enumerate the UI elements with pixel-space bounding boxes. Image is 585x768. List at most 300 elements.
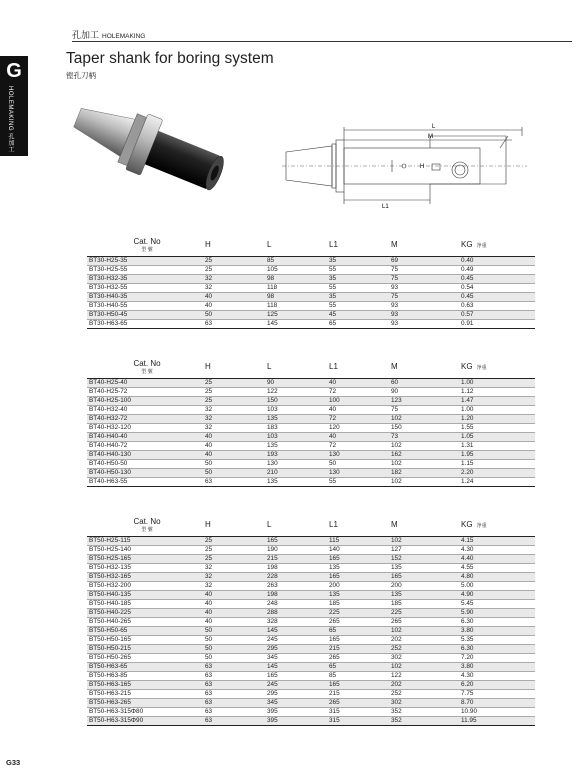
kg-cell: 3.80 xyxy=(461,662,535,671)
table-row xyxy=(87,283,535,292)
l1-cell: 45 xyxy=(329,310,391,319)
l1-heading: L1 xyxy=(329,356,391,378)
cat-no-cell: BT30-H32-55 xyxy=(87,283,205,292)
l1-cell: 55 xyxy=(329,301,391,310)
h-cell: 40 xyxy=(205,599,267,608)
l1-cell: 40 xyxy=(329,405,391,414)
l-cell: 130 xyxy=(267,459,329,468)
l1-cell: 72 xyxy=(329,441,391,450)
cat-no-cell: BT30-H40-55 xyxy=(87,301,205,310)
h-cell: 63 xyxy=(205,680,267,689)
chapter-tab xyxy=(0,56,28,156)
cat-no-cell: BT50-H63-85 xyxy=(87,671,205,680)
chapter-letter: G xyxy=(6,60,22,82)
kg-cell: 7.75 xyxy=(461,689,535,698)
dim-label-m: M xyxy=(428,134,433,140)
kg-cell: 0.40 xyxy=(461,256,535,265)
cat-no-heading-cn: 型 號 xyxy=(141,246,153,253)
cat-no-cell: BT40-H40-40 xyxy=(87,432,205,441)
l-cell: 122 xyxy=(267,387,329,396)
l1-cell: 165 xyxy=(329,635,391,644)
l1-cell: 40 xyxy=(329,432,391,441)
kg-heading-cn: 净重 xyxy=(476,523,487,530)
kg-cell: 5.00 xyxy=(461,581,535,590)
m-cell: 225 xyxy=(391,608,461,617)
table-row xyxy=(87,459,535,468)
l1-cell: 215 xyxy=(329,644,391,653)
m-cell: 102 xyxy=(391,477,461,486)
m-cell: 102 xyxy=(391,414,461,423)
table-row xyxy=(87,387,535,396)
dim-label-l1: L1 xyxy=(382,204,389,210)
h-cell: 32 xyxy=(205,274,267,283)
cat-no-heading-cn: 型 號 xyxy=(141,368,153,375)
table-row xyxy=(87,617,535,626)
l1-cell: 35 xyxy=(329,292,391,301)
l-cell: 198 xyxy=(267,563,329,572)
kg-cell: 1.00 xyxy=(461,405,535,414)
table-row xyxy=(87,626,535,635)
h-cell: 25 xyxy=(205,387,267,396)
l-cell: 295 xyxy=(267,644,329,653)
table-row xyxy=(87,689,535,698)
cat-no-cell: BT50-H25-140 xyxy=(87,545,205,554)
kg-cell: 1.00 xyxy=(461,378,535,387)
h-cell: 50 xyxy=(205,310,267,319)
m-cell: 93 xyxy=(391,283,461,292)
cat-no-cell: BT30-H25-55 xyxy=(87,265,205,274)
h-cell: 50 xyxy=(205,459,267,468)
table-row xyxy=(87,405,535,414)
l-cell: 245 xyxy=(267,680,329,689)
chapter-label xyxy=(6,86,15,153)
m-cell: 185 xyxy=(391,599,461,608)
cat-no-heading: Cat. No xyxy=(133,516,161,526)
m-heading: M xyxy=(391,356,461,378)
h-cell: 40 xyxy=(205,617,267,626)
kg-cell: 4.40 xyxy=(461,554,535,563)
cat-no-cell: BT50-H63-215 xyxy=(87,689,205,698)
h-cell: 25 xyxy=(205,256,267,265)
l1-cell: 55 xyxy=(329,283,391,292)
kg-cell: 11.95 xyxy=(461,716,535,725)
m-cell: 127 xyxy=(391,545,461,554)
kg-heading: KG xyxy=(461,240,473,250)
table-row xyxy=(87,707,535,716)
kg-cell: 1.12 xyxy=(461,387,535,396)
l-cell: 165 xyxy=(267,671,329,680)
l-cell: 98 xyxy=(267,292,329,301)
h-cell: 50 xyxy=(205,644,267,653)
kg-heading: KG xyxy=(461,362,473,372)
l-cell: 193 xyxy=(267,450,329,459)
kg-cell: 6.20 xyxy=(461,680,535,689)
kg-cell: 4.30 xyxy=(461,545,535,554)
cat-no-cell: BT30-H25-35 xyxy=(87,256,205,265)
l-cell: 345 xyxy=(267,653,329,662)
cat-no-cell: BT50-H40-265 xyxy=(87,617,205,626)
l-cell: 228 xyxy=(267,572,329,581)
m-cell: 102 xyxy=(391,441,461,450)
l1-cell: 100 xyxy=(329,396,391,405)
m-cell: 75 xyxy=(391,274,461,283)
cat-no-cell: BT50-H25-165 xyxy=(87,554,205,563)
m-cell: 75 xyxy=(391,405,461,414)
cat-no-cell: BT50-H40-185 xyxy=(87,599,205,608)
h-cell: 63 xyxy=(205,477,267,486)
m-cell: 252 xyxy=(391,689,461,698)
h-cell: 63 xyxy=(205,662,267,671)
kg-cell: 4.15 xyxy=(461,536,535,545)
kg-cell: 0.49 xyxy=(461,265,535,274)
dim-label-l: L xyxy=(432,124,436,130)
m-cell: 135 xyxy=(391,590,461,599)
cat-no-cell: BT40-H40-72 xyxy=(87,441,205,450)
kg-cell: 3.80 xyxy=(461,626,535,635)
kg-cell: 6.30 xyxy=(461,644,535,653)
l1-cell: 130 xyxy=(329,450,391,459)
h-cell: 50 xyxy=(205,468,267,477)
l-cell: 98 xyxy=(267,274,329,283)
table-row xyxy=(87,319,535,328)
l-cell: 118 xyxy=(267,283,329,292)
l-cell: 118 xyxy=(267,301,329,310)
kg-cell: 1.24 xyxy=(461,477,535,486)
m-cell: 302 xyxy=(391,653,461,662)
cat-no-cell: BT40-H40-130 xyxy=(87,450,205,459)
m-cell: 123 xyxy=(391,396,461,405)
table-row xyxy=(87,414,535,423)
cat-no-cell: BT50-H50-215 xyxy=(87,644,205,653)
l-heading: L xyxy=(267,234,329,256)
cat-no-cell: BT30-H63-65 xyxy=(87,319,205,328)
h-cell: 50 xyxy=(205,635,267,644)
l-cell: 190 xyxy=(267,545,329,554)
m-cell: 75 xyxy=(391,265,461,274)
l1-cell: 265 xyxy=(329,617,391,626)
table-row xyxy=(87,635,535,644)
cat-no-cell: BT50-H63-315Φ80 xyxy=(87,707,205,716)
cat-no-cell: BT50-H40-225 xyxy=(87,608,205,617)
h-cell: 32 xyxy=(205,414,267,423)
h-cell: 63 xyxy=(205,689,267,698)
table-header-row xyxy=(87,514,535,536)
kg-cell: 4.80 xyxy=(461,572,535,581)
cat-no-heading: Cat. No xyxy=(133,358,161,368)
m-heading: M xyxy=(391,234,461,256)
cat-no-cell: BT40-H32-40 xyxy=(87,405,205,414)
table-row xyxy=(87,310,535,319)
m-heading: M xyxy=(391,514,461,536)
kg-cell: 1.15 xyxy=(461,459,535,468)
kg-cell: 1.05 xyxy=(461,432,535,441)
h-cell: 50 xyxy=(205,626,267,635)
l-cell: 135 xyxy=(267,414,329,423)
table-row xyxy=(87,396,535,405)
kg-heading-cn: 净重 xyxy=(476,365,487,372)
h-cell: 25 xyxy=(205,265,267,274)
table-row xyxy=(87,450,535,459)
table-row xyxy=(87,671,535,680)
table-row xyxy=(87,716,535,725)
kg-cell: 10.90 xyxy=(461,707,535,716)
h-cell: 63 xyxy=(205,716,267,725)
page-subtitle: 镗孔刀柄 xyxy=(66,71,96,80)
cat-no-cell: BT50-H32-135 xyxy=(87,563,205,572)
m-cell: 182 xyxy=(391,468,461,477)
l-cell: 183 xyxy=(267,423,329,432)
l1-cell: 35 xyxy=(329,256,391,265)
m-cell: 162 xyxy=(391,450,461,459)
l-cell: 85 xyxy=(267,256,329,265)
m-cell: 265 xyxy=(391,617,461,626)
table-row xyxy=(87,545,535,554)
l-cell: 288 xyxy=(267,608,329,617)
l1-cell: 72 xyxy=(329,414,391,423)
l-cell: 165 xyxy=(267,536,329,545)
m-cell: 122 xyxy=(391,671,461,680)
kg-cell: 4.55 xyxy=(461,563,535,572)
table-row xyxy=(87,441,535,450)
h-heading: H xyxy=(205,356,267,378)
h-cell: 63 xyxy=(205,707,267,716)
cat-no-cell: BT50-H32-200 xyxy=(87,581,205,590)
kg-cell: 4.90 xyxy=(461,590,535,599)
h-cell: 40 xyxy=(205,292,267,301)
table-header-row xyxy=(87,356,535,378)
l-heading: L xyxy=(267,356,329,378)
table-row xyxy=(87,662,535,671)
l-cell: 145 xyxy=(267,626,329,635)
m-cell: 73 xyxy=(391,432,461,441)
l-cell: 395 xyxy=(267,707,329,716)
l1-cell: 265 xyxy=(329,653,391,662)
kg-cell: 1.55 xyxy=(461,423,535,432)
kg-cell: 0.91 xyxy=(461,319,535,328)
l1-cell: 215 xyxy=(329,689,391,698)
l-cell: 125 xyxy=(267,310,329,319)
page-title: Taper shank for boring system xyxy=(66,50,274,67)
l1-cell: 135 xyxy=(329,563,391,572)
table-row xyxy=(87,554,535,563)
dim-label-h: H xyxy=(420,164,425,170)
cat-no-cell: BT50-H32-165 xyxy=(87,572,205,581)
m-cell: 152 xyxy=(391,554,461,563)
l1-cell: 315 xyxy=(329,707,391,716)
l1-heading: L1 xyxy=(329,514,391,536)
cat-no-cell: BT40-H32-72 xyxy=(87,414,205,423)
l1-cell: 165 xyxy=(329,572,391,581)
table-row xyxy=(87,274,535,283)
kg-cell: 5.45 xyxy=(461,599,535,608)
spec-table-bt30 xyxy=(87,234,535,329)
cat-no-cell: BT40-H25-72 xyxy=(87,387,205,396)
l-cell: 135 xyxy=(267,441,329,450)
h-cell: 25 xyxy=(205,545,267,554)
m-cell: 202 xyxy=(391,680,461,689)
h-cell: 40 xyxy=(205,608,267,617)
table-row xyxy=(87,644,535,653)
cat-no-cell: BT40-H32-120 xyxy=(87,423,205,432)
m-cell: 165 xyxy=(391,572,461,581)
h-cell: 25 xyxy=(205,554,267,563)
kg-cell: 1.47 xyxy=(461,396,535,405)
l1-cell: 65 xyxy=(329,626,391,635)
table-row xyxy=(87,572,535,581)
kg-cell: 4.30 xyxy=(461,671,535,680)
table-row xyxy=(87,653,535,662)
l-cell: 295 xyxy=(267,689,329,698)
h-cell: 40 xyxy=(205,590,267,599)
kg-cell: 1.20 xyxy=(461,414,535,423)
kg-cell: 0.45 xyxy=(461,292,535,301)
spec-table-bt50 xyxy=(87,514,535,726)
l1-cell: 72 xyxy=(329,387,391,396)
m-cell: 352 xyxy=(391,707,461,716)
h-cell: 25 xyxy=(205,396,267,405)
table-row xyxy=(87,590,535,599)
table-row xyxy=(87,378,535,387)
h-cell: 25 xyxy=(205,378,267,387)
m-cell: 102 xyxy=(391,662,461,671)
l1-cell: 40 xyxy=(329,378,391,387)
l1-cell: 35 xyxy=(329,274,391,283)
m-cell: 302 xyxy=(391,698,461,707)
h-cell: 63 xyxy=(205,671,267,680)
l-cell: 215 xyxy=(267,554,329,563)
table-row xyxy=(87,698,535,707)
m-cell: 93 xyxy=(391,319,461,328)
kg-cell: 1.31 xyxy=(461,441,535,450)
kg-cell: 2.20 xyxy=(461,468,535,477)
l1-cell: 140 xyxy=(329,545,391,554)
l-cell: 90 xyxy=(267,378,329,387)
section-name-cn: 孔加工 xyxy=(72,30,100,40)
table-row xyxy=(87,599,535,608)
m-cell: 252 xyxy=(391,644,461,653)
l1-cell: 185 xyxy=(329,599,391,608)
cat-no-cell: BT40-H50-50 xyxy=(87,459,205,468)
h-cell: 32 xyxy=(205,563,267,572)
l-cell: 103 xyxy=(267,405,329,414)
l1-cell: 85 xyxy=(329,671,391,680)
cat-no-cell: BT40-H25-40 xyxy=(87,378,205,387)
l1-cell: 120 xyxy=(329,423,391,432)
h-cell: 32 xyxy=(205,423,267,432)
cat-no-cell: BT30-H50-45 xyxy=(87,310,205,319)
m-cell: 200 xyxy=(391,581,461,590)
l1-cell: 65 xyxy=(329,319,391,328)
table-row xyxy=(87,563,535,572)
h-heading: H xyxy=(205,234,267,256)
section-name-en: HOLEMAKING xyxy=(102,33,146,40)
m-cell: 93 xyxy=(391,301,461,310)
table-header-row xyxy=(87,234,535,256)
l1-cell: 315 xyxy=(329,716,391,725)
chapter-label-en: HOLEMAKING xyxy=(7,86,13,132)
cat-no-cell: BT50-H50-65 xyxy=(87,626,205,635)
technical-drawing xyxy=(282,122,527,212)
kg-cell: 0.63 xyxy=(461,301,535,310)
l-cell: 135 xyxy=(267,477,329,486)
m-cell: 93 xyxy=(391,310,461,319)
cat-no-cell: BT50-H50-165 xyxy=(87,635,205,644)
table-row xyxy=(87,536,535,545)
l1-cell: 165 xyxy=(329,554,391,563)
kg-cell: 8.70 xyxy=(461,698,535,707)
cat-no-cell: BT40-H25-100 xyxy=(87,396,205,405)
cat-no-cell: BT40-H50-130 xyxy=(87,468,205,477)
l-cell: 145 xyxy=(267,662,329,671)
cat-no-cell: BT50-H63-265 xyxy=(87,698,205,707)
cat-no-cell: BT50-H63-315Φ90 xyxy=(87,716,205,725)
cat-no-cell: BT40-H63-55 xyxy=(87,477,205,486)
l-cell: 248 xyxy=(267,599,329,608)
cat-no-cell: BT50-H63-165 xyxy=(87,680,205,689)
l-cell: 395 xyxy=(267,716,329,725)
kg-heading-cn: 净重 xyxy=(476,243,487,250)
m-cell: 102 xyxy=(391,459,461,468)
m-cell: 60 xyxy=(391,378,461,387)
table-row xyxy=(87,301,535,310)
section-header xyxy=(72,28,572,42)
l-cell: 103 xyxy=(267,432,329,441)
cat-no-heading-cn: 型 號 xyxy=(141,526,153,533)
l1-cell: 225 xyxy=(329,608,391,617)
table-row xyxy=(87,468,535,477)
l1-cell: 55 xyxy=(329,265,391,274)
kg-cell: 1.95 xyxy=(461,450,535,459)
cat-no-heading: Cat. No xyxy=(133,236,161,246)
m-cell: 102 xyxy=(391,536,461,545)
l1-cell: 165 xyxy=(329,680,391,689)
l-cell: 145 xyxy=(267,319,329,328)
m-cell: 135 xyxy=(391,563,461,572)
h-cell: 40 xyxy=(205,301,267,310)
kg-cell: 6.30 xyxy=(461,617,535,626)
l-cell: 328 xyxy=(267,617,329,626)
cat-no-cell: BT50-H63-65 xyxy=(87,662,205,671)
cat-no-cell: BT30-H32-35 xyxy=(87,274,205,283)
h-cell: 63 xyxy=(205,319,267,328)
table-row xyxy=(87,608,535,617)
l1-cell: 200 xyxy=(329,581,391,590)
m-cell: 202 xyxy=(391,635,461,644)
m-cell: 102 xyxy=(391,626,461,635)
kg-cell: 7.20 xyxy=(461,653,535,662)
table-row xyxy=(87,256,535,265)
product-photo xyxy=(62,98,252,208)
h-cell: 25 xyxy=(205,536,267,545)
l1-cell: 130 xyxy=(329,468,391,477)
cat-no-cell: BT50-H25-115 xyxy=(87,536,205,545)
cat-no-cell: BT50-H40-135 xyxy=(87,590,205,599)
table-row xyxy=(87,477,535,486)
h-cell: 50 xyxy=(205,653,267,662)
table-row xyxy=(87,423,535,432)
kg-cell: 0.45 xyxy=(461,274,535,283)
m-cell: 75 xyxy=(391,292,461,301)
h-cell: 32 xyxy=(205,405,267,414)
page-number: G33 xyxy=(6,758,21,767)
table-row xyxy=(87,432,535,441)
kg-cell: 5.35 xyxy=(461,635,535,644)
h-heading: H xyxy=(205,514,267,536)
h-cell: 32 xyxy=(205,581,267,590)
l1-heading: L1 xyxy=(329,234,391,256)
kg-heading: KG xyxy=(461,520,473,530)
spec-table-bt40 xyxy=(87,356,535,487)
